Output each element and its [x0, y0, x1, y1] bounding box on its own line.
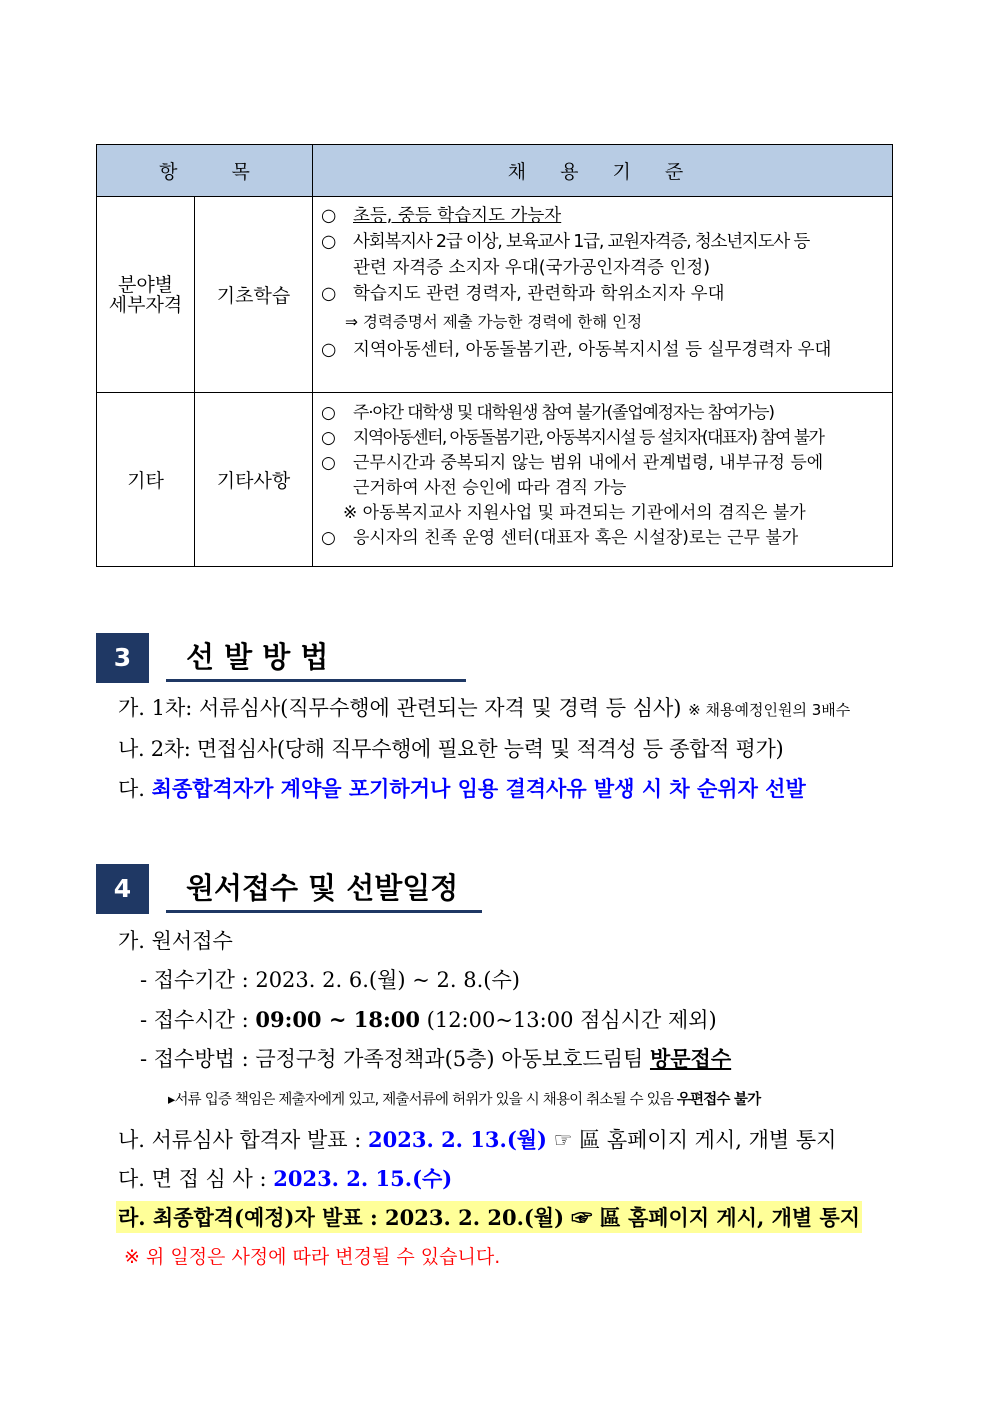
row-subcategory: 기타사항 [195, 393, 313, 567]
section-title: 원서접수 및 선발일정 [186, 871, 459, 905]
receipt-period: - 접수기간 : 2023. 2. 6.(월) ~ 2. 8.(수) [140, 968, 520, 992]
row-criteria [313, 197, 893, 393]
table-row [97, 197, 893, 393]
row-category: 기타 [97, 393, 195, 567]
row-category: 분야별 세부자격 [97, 197, 195, 393]
table-header-row [97, 145, 893, 197]
receipt-method: - 접수방법 : 금정구청 가족정책과(5층) 아동보호드림팀 방문접수 [140, 1046, 732, 1071]
schedule-footnote: ※ 위 일정은 사정에 따라 변경될 수 있습니다. [124, 1246, 501, 1268]
list-item: ○ 주·야간 대학생 및 대학원생 참여 불가(졸업예정자는 참여가능) [321, 403, 774, 423]
list-item: ○ 응시자의 친족 운영 센터(대표자 혹은 시설장)로는 근무 불가 [321, 528, 799, 548]
final-result: 라. 최종합격(예정)자 발표 : 2023. 2. 20.(월) ☞ 區 홈페이지 게시, 개별 통지 [116, 1201, 862, 1233]
list-item: ○ 지역아동센터, 아동돌봄기관, 아동복지시설 등 설치자(대표자) 참여 불가 [321, 428, 824, 448]
section-number: 3 [96, 633, 149, 683]
section-underline [166, 910, 482, 913]
document-result: 나. 서류심사 합격자 발표 : 2023. 2. 13.(월) ☞ 區 홈페이지 게시, 개별 통지 [118, 1127, 837, 1152]
list-item: ○ 학습지도 관련 경력자, 관련학과 학위소지자 우대 [321, 284, 725, 304]
section-title: 선 발 방 법 [186, 640, 329, 674]
list-note: ※ 아동복지교사 지원사업 및 파견되는 기관에서의 겸직은 불가 [343, 503, 806, 523]
row-criteria [313, 393, 893, 567]
list-item: ○ 지역아동센터, 아동돌봄기관, 아동복지시설 등 실무경력자 우대 [321, 340, 832, 360]
table-row [97, 393, 893, 567]
interview-date: 다. 면 접 심 사 : 2023. 2. 15.(수) [118, 1166, 453, 1191]
step-da: 다. 최종합격자가 계약을 포기하거나 임용 결격사유 발생 시 차 순위자 선발 [118, 776, 806, 801]
list-item: ○ 초등, 중등 학습지도 가능자 [321, 206, 562, 226]
section-underline [166, 679, 466, 682]
list-item: ○ 사회복지사 2급 이상, 보육교사 1급, 교원자격증, 청소년지도사 등 [321, 232, 810, 252]
header-criteria: 채 용 기 준 [313, 145, 893, 197]
criteria-table [96, 144, 893, 567]
list-subnote: ⇒ 경력증명서 제출 가능한 경력에 한해 인정 [345, 313, 643, 331]
list-item: ○ 근무시간과 중복되지 않는 범위 내에서 관계법령, 내부규정 등에 [321, 453, 824, 473]
receipt-note: ▸서류 입증 책임은 제출자에게 있고, 제출서류에 허위가 있을 시 채용이 취소될 수 있음 우편접수 불가 [168, 1092, 761, 1108]
step-na: 나. 2차: 면접심사(당해 직무수행에 필요한 능력 및 적격성 등 종합적 평가) [118, 737, 784, 761]
list-item-continued: 관련 자격증 소지자 우대(국가공인자격증 인정) [353, 258, 711, 278]
step-ga: 가. 1차: 서류심사(직무수행에 관련되는 자격 및 경력 등 심사) ※ 채용예정인원의 3배수 [118, 696, 851, 720]
receipt-heading: 가. 원서접수 [118, 929, 233, 953]
header-item: 항 목 [97, 145, 313, 197]
list-item-continued: 근거하여 사전 승인에 따라 겸직 가능 [353, 478, 627, 498]
row-subcategory: 기초학습 [195, 197, 313, 393]
receipt-time: - 접수시간 : 09:00 ~ 18:00 (12:00~13:00 점심시간 제외) [140, 1007, 717, 1032]
section-number: 4 [96, 864, 149, 914]
